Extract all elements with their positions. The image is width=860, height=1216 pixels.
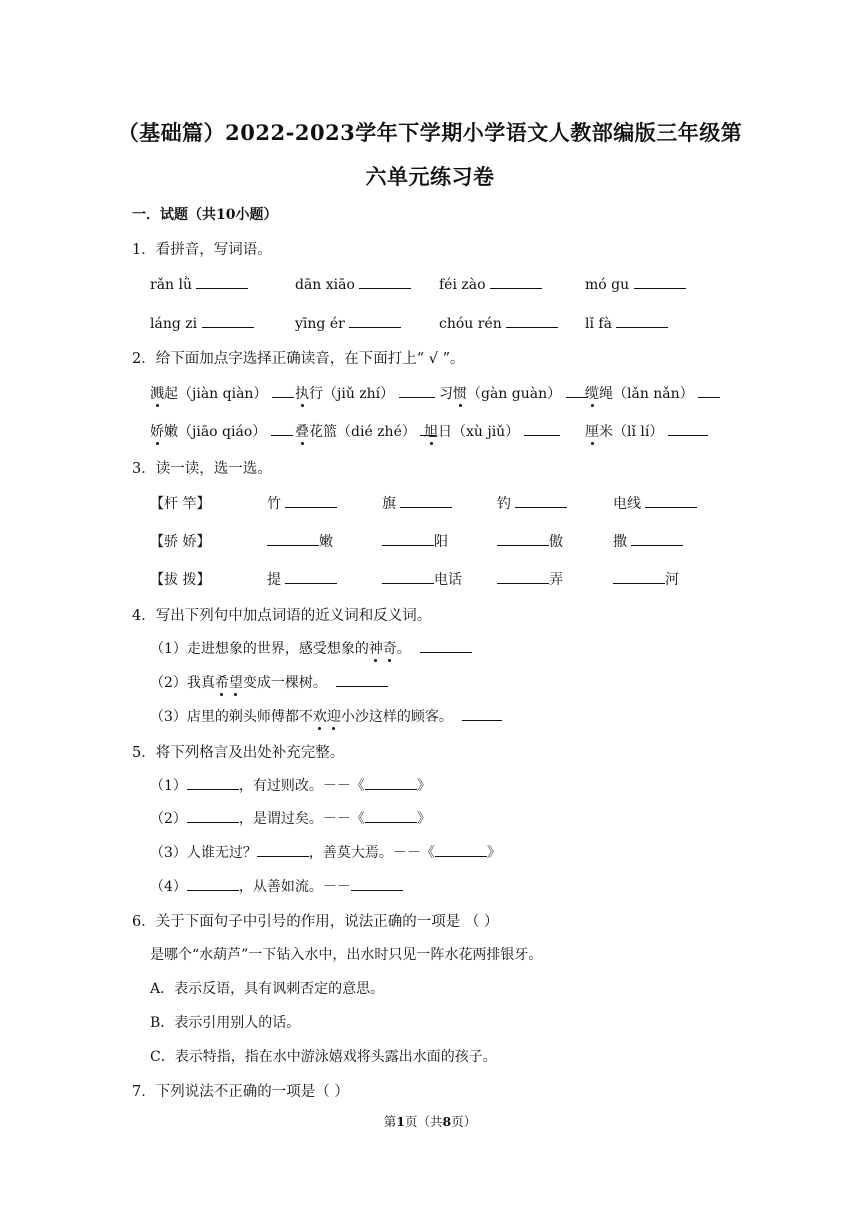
fill-item: 阳: [382, 531, 448, 551]
sentence-item: （1）走进想象的世界，感受想象的神奇。: [150, 638, 472, 658]
reading-item: 习惯（gàn guàn）: [439, 383, 588, 403]
answer-blank[interactable]: [634, 274, 686, 289]
answer-blank[interactable]: [399, 383, 435, 398]
fill-item: 撒: [613, 531, 683, 551]
answer-blank[interactable]: [187, 775, 239, 790]
proverb-item: （2） ，是谓过矣。－－《 》: [150, 808, 431, 828]
answer-blank[interactable]: [616, 313, 668, 328]
proverb-item: （3）人谁无过？ ，善莫大焉。－－《 》: [150, 842, 501, 862]
answer-blank[interactable]: [285, 493, 337, 508]
answer-blank[interactable]: [272, 383, 294, 398]
reading-item: 叠花篮（dié zhé）: [295, 421, 436, 441]
answer-blank[interactable]: [497, 569, 549, 584]
reading-item: 缆绳（lǎn nǎn）: [585, 383, 720, 403]
proverb-item: （1） ，有过则改。－－《 》: [150, 775, 431, 795]
fill-item: 电话: [382, 569, 462, 589]
pinyin-item: dān xiāo: [295, 274, 411, 293]
char-group-label: 【拔 拨】: [150, 572, 211, 588]
question-3-stem: 3．读一读，选一选。: [132, 461, 272, 477]
answer-blank[interactable]: [490, 274, 542, 289]
answer-blank[interactable]: [285, 569, 337, 584]
reading-item: 执行（jiǔ zhí）: [295, 383, 435, 403]
pinyin-item: láng zi: [150, 313, 254, 332]
page-footer: 第1页（共8页）: [383, 1114, 477, 1129]
answer-blank[interactable]: [336, 672, 388, 687]
answer-blank[interactable]: [382, 531, 434, 546]
option-a[interactable]: A．表示反语，具有讽刺否定的意思。: [150, 981, 385, 997]
answer-blank[interactable]: [698, 383, 720, 398]
reading-item: 旭日（xù jiǔ）: [424, 421, 560, 441]
pinyin-item: rǎn lǜ: [150, 274, 248, 293]
char-group-label: 【杆 竿】: [150, 496, 211, 512]
pinyin-item: chóu rén: [439, 313, 558, 332]
section-heading: 一．试题（共10小题）: [132, 207, 278, 223]
fill-item: 旗: [382, 493, 452, 513]
question-2-stem: 2．给下面加点字选择正确读音，在下面打上“ √ ”。: [132, 351, 465, 367]
answer-blank[interactable]: [382, 569, 434, 584]
pinyin-item: yīng ér: [295, 313, 401, 332]
question-1-stem: 1．看拼音，写词语。: [132, 242, 272, 258]
answer-blank[interactable]: [187, 808, 239, 823]
exam-title-line2: 六单元练习卷: [365, 164, 495, 189]
answer-blank[interactable]: [187, 876, 239, 891]
answer-blank[interactable]: [267, 531, 319, 546]
answer-blank[interactable]: [257, 842, 309, 857]
answer-blank[interactable]: [435, 842, 487, 857]
proverb-item: （4） ，从善如流。－－: [150, 876, 403, 896]
answer-blank[interactable]: [631, 531, 683, 546]
answer-blank[interactable]: [271, 421, 293, 436]
char-group-label: 【骄 娇】: [150, 534, 211, 550]
option-c[interactable]: C．表示特指，指在水中游泳嬉戏将头露出水面的孩子。: [150, 1049, 497, 1065]
fill-item: 提: [267, 569, 337, 589]
pinyin-item: féi zào: [439, 274, 542, 293]
answer-blank[interactable]: [365, 775, 417, 790]
page-total: 8: [442, 1114, 452, 1129]
answer-blank[interactable]: [359, 274, 411, 289]
answer-blank[interactable]: [365, 808, 417, 823]
answer-blank[interactable]: [462, 706, 502, 721]
reading-item: 娇嫩（jiāo qiáo）: [150, 421, 293, 441]
answer-blank[interactable]: [196, 274, 248, 289]
answer-blank[interactable]: [668, 421, 708, 436]
answer-blank[interactable]: [349, 313, 401, 328]
fill-item: 傲: [497, 531, 563, 551]
page-number: 1: [396, 1114, 405, 1129]
question-4-stem: 4．写出下列句中加点词语的近义词和反义词。: [132, 608, 432, 624]
answer-blank[interactable]: [524, 421, 560, 436]
fill-item: 竹: [267, 493, 337, 513]
question-5-stem: 5．将下列格言及出处补充完整。: [132, 745, 345, 761]
exam-title-line1: （基础篇）2022-2023学年下学期小学语文人教部编版三年级第: [117, 120, 743, 145]
fill-item: 弄: [497, 569, 563, 589]
answer-blank[interactable]: [351, 876, 403, 891]
fill-item: 嫩: [267, 531, 333, 551]
answer-blank[interactable]: [420, 638, 472, 653]
option-b[interactable]: B．表示引用别人的话。: [150, 1015, 301, 1031]
answer-blank[interactable]: [497, 531, 549, 546]
answer-blank[interactable]: [202, 313, 254, 328]
fill-item: 钓: [497, 493, 567, 513]
quoted-sentence: 是哪个“水葫芦”一下钻入水中，出水时只见一阵水花两排银牙。: [150, 947, 543, 963]
answer-blank[interactable]: [400, 493, 452, 508]
answer-blank[interactable]: [613, 569, 665, 584]
pinyin-item: mó gu: [585, 274, 686, 293]
answer-blank[interactable]: [515, 493, 567, 508]
reading-item: 溅起（jiàn qiàn）: [150, 383, 294, 403]
reading-item: 厘米（lǐ lí）: [585, 421, 708, 441]
question-6-stem: 6．关于下面句子中引号的作用，说法正确的一项是 （ ）: [132, 914, 499, 930]
answer-blank[interactable]: [506, 313, 558, 328]
sentence-item: （2）我真希望变成一棵树。: [150, 672, 388, 692]
pinyin-item: lǐ fà: [585, 313, 668, 332]
fill-item: 电线: [613, 493, 697, 513]
question-7-stem: 7．下列说法不正确的一项是（ ）: [132, 1084, 349, 1100]
answer-blank[interactable]: [645, 493, 697, 508]
sentence-item: （3）店里的剃头师傅都不欢迎小沙这样的顾客。: [150, 706, 502, 726]
fill-item: 河: [613, 569, 679, 589]
